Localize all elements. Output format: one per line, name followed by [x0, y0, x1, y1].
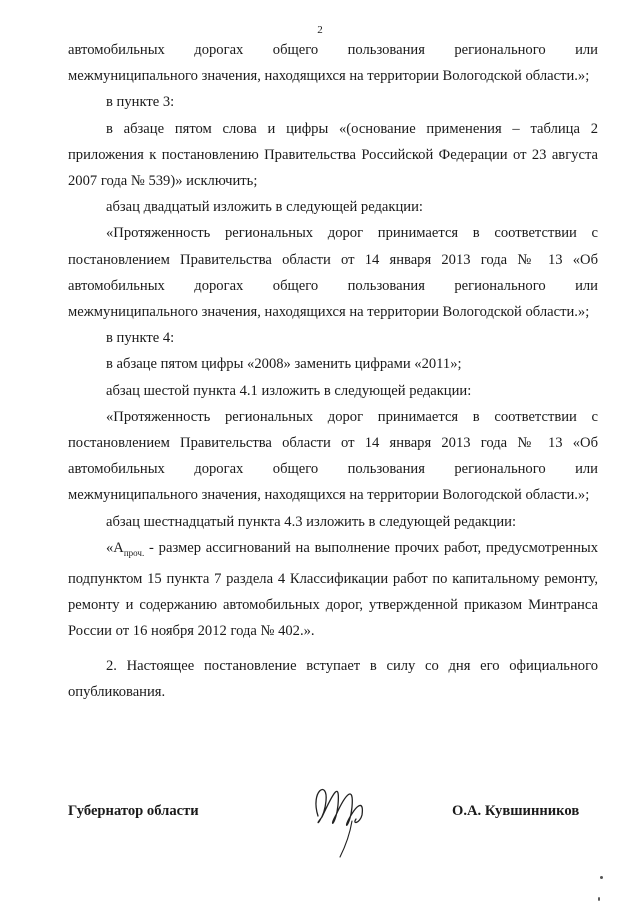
scan-speck — [600, 876, 603, 879]
formula-subscript: проч. — [123, 547, 145, 558]
signatory-position: Губернатор области — [68, 803, 199, 819]
paragraph: абзац двадцатый изложить в следующей редакции: — [106, 199, 423, 216]
paragraph: автомобильных дорогах общего пользования регионального или межмуниципального значения, находящихся на территории Вологодской области.»; — [68, 42, 598, 85]
paragraph: в абзаце пятом слова и цифры «(основание применения – таблица 2 приложения к постановлению Правительства Российской Федерации от 23 августа 2007 года № 539)» исключить; — [68, 120, 598, 190]
paragraph: абзац шестнадцатый пункта 4.3 изложить в следующей редакции: — [106, 513, 516, 530]
paragraph: в пункте 4: — [106, 330, 175, 347]
scan-speck — [598, 897, 600, 901]
paragraph: «Протяженность региональных дорог принимается в соответствии с постановлением Правительства области от 14 января 2013 года № 13 «Об автомобильных дорогах общего пользования регионального или межмуниципального значения, находящихся на территории Вологодской области.»; — [68, 408, 598, 504]
paragraph: в пункте 3: — [106, 94, 175, 111]
formula-symbol: «А — [106, 539, 124, 556]
document-body — [68, 37, 598, 705]
paragraph: в абзаце пятом цифры «2008» заменить цифрами «2011»; — [106, 356, 462, 373]
handwritten-signature — [306, 771, 376, 861]
page-number: 2 — [317, 24, 323, 36]
formula-paragraph — [68, 535, 598, 645]
paragraph: абзац шестой пункта 4.1 изложить в следующей редакции: — [106, 382, 472, 399]
paragraph: «Протяженность региональных дорог принимается в соответствии с постановлением Правительства области от 14 января 2013 года № 13 «Об автомобильных дорогах общего пользования регионального или межмуниципального значения, находящихся на территории Вологодской области.»; — [68, 225, 598, 321]
final-paragraph: 2. Настоящее постановление вступает в силу со дня его официального опубликования. — [68, 657, 598, 700]
signatory-name: О.А. Кувшинников — [452, 803, 580, 819]
formula-definition: - размер ассигнований на выполнение прочих работ, предусмотренных подпунктом 15 пункта 7 раздела 4 Классификации работ по капитальному ремонту, ремонту и содержанию автомобильных дорог, утвержденной приказом Минтранса России от 16 ноября 2012 года № 402.». — [68, 539, 598, 640]
